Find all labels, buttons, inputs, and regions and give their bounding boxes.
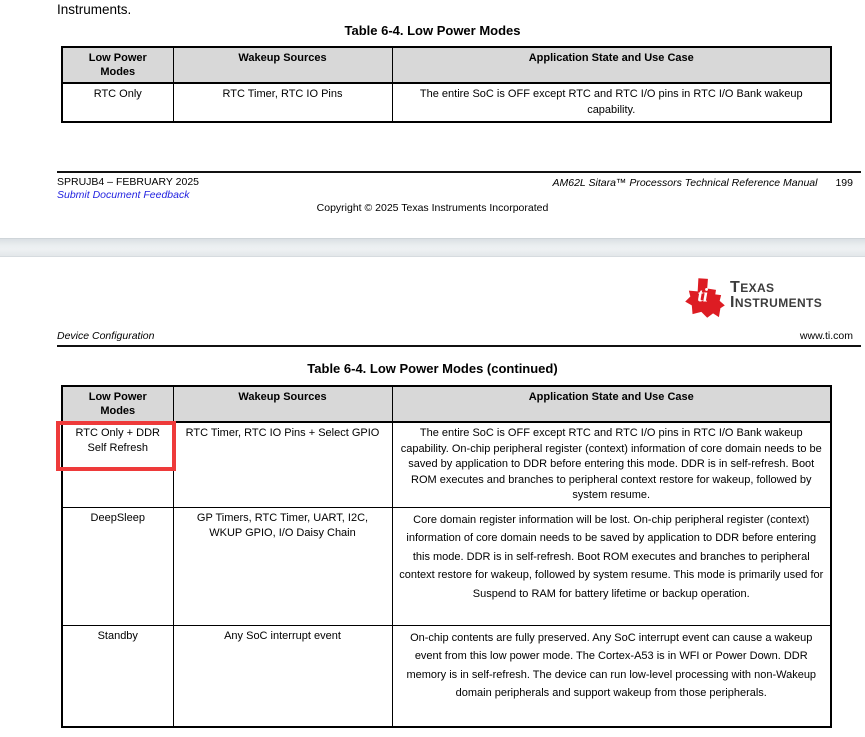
table-row-rtc-ddr bbox=[62, 422, 831, 507]
ti-logo-wordmark bbox=[730, 281, 822, 310]
ti-logo-line2: INSTRUMENTS bbox=[730, 293, 823, 311]
mode-cell: RTC Only + DDR Self Refresh bbox=[62, 422, 173, 507]
col-header-wakeup-sources: Wakeup Sources bbox=[173, 47, 392, 83]
ti-texas-state-icon bbox=[683, 277, 727, 324]
col-header-wakeup-sources: Wakeup Sources bbox=[173, 386, 392, 422]
page-number: 199 bbox=[835, 177, 853, 189]
table-row-deepsleep bbox=[62, 507, 831, 625]
footer-manual-title-line bbox=[553, 177, 854, 189]
low-power-modes-table bbox=[61, 46, 832, 123]
low-power-modes-table-continued bbox=[61, 385, 832, 728]
wakeup-cell: Any SoC interrupt event bbox=[173, 625, 392, 727]
submit-document-feedback-link[interactable]: Submit Document Feedback bbox=[57, 189, 190, 201]
use-case-cell: The entire SoC is OFF except RTC and RTC I/O pins in RTC I/O Bank wakeup capability. bbox=[392, 83, 831, 122]
page1-trailing-text: Instruments. bbox=[57, 2, 132, 17]
col-header-low-power-modes: Low Power Modes bbox=[62, 47, 173, 83]
ti-logo-line1: TEXAS bbox=[730, 279, 775, 296]
red-highlight-annotation bbox=[56, 421, 176, 471]
table-row-standby bbox=[62, 625, 831, 727]
wakeup-cell: RTC Timer, RTC IO Pins + Select GPIO bbox=[173, 422, 392, 507]
wakeup-cell: GP Timers, RTC Timer, UART, I2C, WKUP GPIO, I/O Daisy Chain bbox=[173, 507, 392, 625]
col-header-application-state: Application State and Use Case bbox=[392, 386, 831, 422]
col-header-low-power-modes: Low Power Modes bbox=[62, 386, 173, 422]
copyright-text: Copyright © 2025 Texas Instruments Incorporated bbox=[316, 202, 549, 214]
ti-website-link[interactable]: www.ti.com bbox=[799, 330, 853, 342]
table2-title: Table 6-4. Low Power Modes (continued) bbox=[307, 361, 558, 376]
running-header-section: Device Configuration bbox=[57, 330, 155, 342]
ti-logo bbox=[683, 277, 822, 324]
footer-rule bbox=[57, 171, 861, 173]
svg-text:ti: ti bbox=[697, 285, 709, 307]
header-rule bbox=[57, 345, 861, 347]
table-row bbox=[62, 83, 831, 122]
mode-cell: RTC Only bbox=[62, 83, 173, 122]
wakeup-cell: RTC Timer, RTC IO Pins bbox=[173, 83, 392, 122]
document-id: SPRUJB4 – FEBRUARY 2025 bbox=[57, 176, 200, 188]
page-divider bbox=[0, 238, 865, 257]
mode-cell: DeepSleep bbox=[62, 507, 173, 625]
table-header-row bbox=[62, 47, 831, 83]
mode-cell: Standby bbox=[62, 625, 173, 727]
use-case-cell: On-chip contents are fully preserved. Any SoC interrupt event can cause a wakeup event from this low power mode. The Cortex-A53 is in WFI or Power Down. DDR memory is in self-refresh. The device can run low-level processing with non-Wakeup domain peripherals and support wakeup from those peripherals. bbox=[392, 625, 831, 727]
table-header-row bbox=[62, 386, 831, 422]
col-header-application-state: Application State and Use Case bbox=[392, 47, 831, 83]
table1-title: Table 6-4. Low Power Modes bbox=[344, 23, 521, 38]
use-case-cell: Core domain register information will be lost. On-chip peripheral register (context) information of core domain needs to be saved by application to DDR before entering this mode. DDR is in self-refresh. Boot ROM executes and branches to peripheral context restore for wakeup, followed by system resume. This mode is primarily used for Suspend to RAM for battery lifetime or backup operation. bbox=[392, 507, 831, 625]
manual-title: AM62L Sitara™ Processors Technical Reference Manual bbox=[552, 177, 818, 189]
use-case-cell: The entire SoC is OFF except RTC and RTC I/O pins in RTC I/O Bank wakeup capability. On-chip peripheral register (context) information of core domain needs to be saved by application to DDR before entering this mode. DDR is in self-refresh. Boot ROM executes and branches to peripheral context restore for wakeup, followed by system resume. bbox=[392, 422, 831, 507]
